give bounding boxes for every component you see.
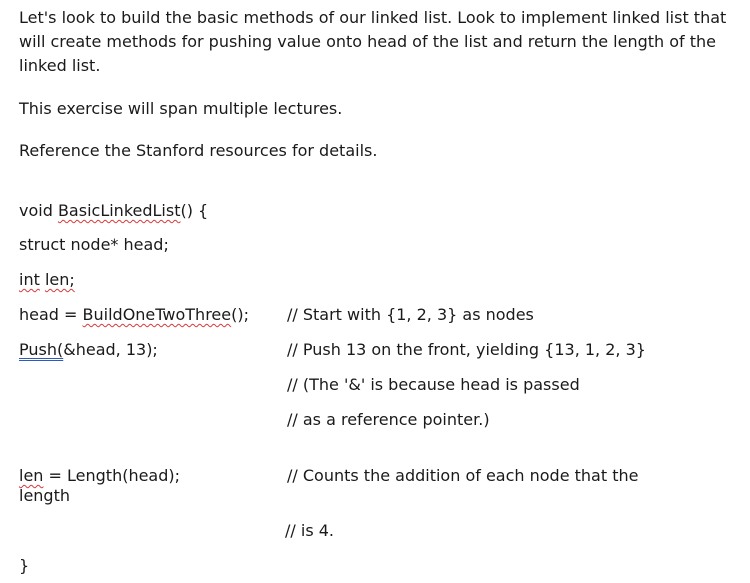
grammar-flag-push: Push(: [19, 340, 64, 359]
comment-counts: // Counts the addition of each node that the: [287, 466, 639, 485]
length-wrap: length: [19, 486, 70, 505]
spellcheck-flag-len-var: len: [19, 466, 44, 485]
spellcheck-flag-function-name: BasicLinkedList: [57, 201, 181, 220]
push-call: Push(&head, 13);: [19, 340, 158, 359]
comment-is-four: // is 4.: [285, 521, 334, 540]
int-declaration: [19, 270, 75, 290]
head-assignment: head = BuildOneTwoThree();: [19, 305, 249, 324]
comment-start: // Start with {1, 2, 3} as nodes: [287, 305, 534, 324]
length-assignment: len = Length(head);: [19, 466, 181, 485]
comment-ampersand: // (The '&' is because head is passed: [287, 375, 580, 394]
spellcheck-flag-build: BuildOneTwoThree: [82, 305, 232, 324]
function-declaration: void BasicLinkedList() {: [19, 201, 209, 220]
closing-brace: }: [19, 556, 30, 575]
struct-declaration: struct node* head;: [19, 235, 169, 254]
intro-paragraph: Let's look to build the basic methods of our linked list. Look to implement linked list that will create methods for pushing value onto head of the list and return the length of the linked list.: [19, 8, 727, 75]
reference-note: Reference the Stanford resources for details.: [19, 141, 378, 160]
spellcheck-flag-len: len;: [44, 270, 75, 289]
span-note: This exercise will span multiple lectures.: [19, 99, 343, 118]
comment-reference: // as a reference pointer.): [287, 410, 490, 429]
comment-push: // Push 13 on the front, yielding {13, 1, 2, 3}: [287, 340, 646, 359]
spellcheck-flag-int: int: [19, 270, 40, 289]
